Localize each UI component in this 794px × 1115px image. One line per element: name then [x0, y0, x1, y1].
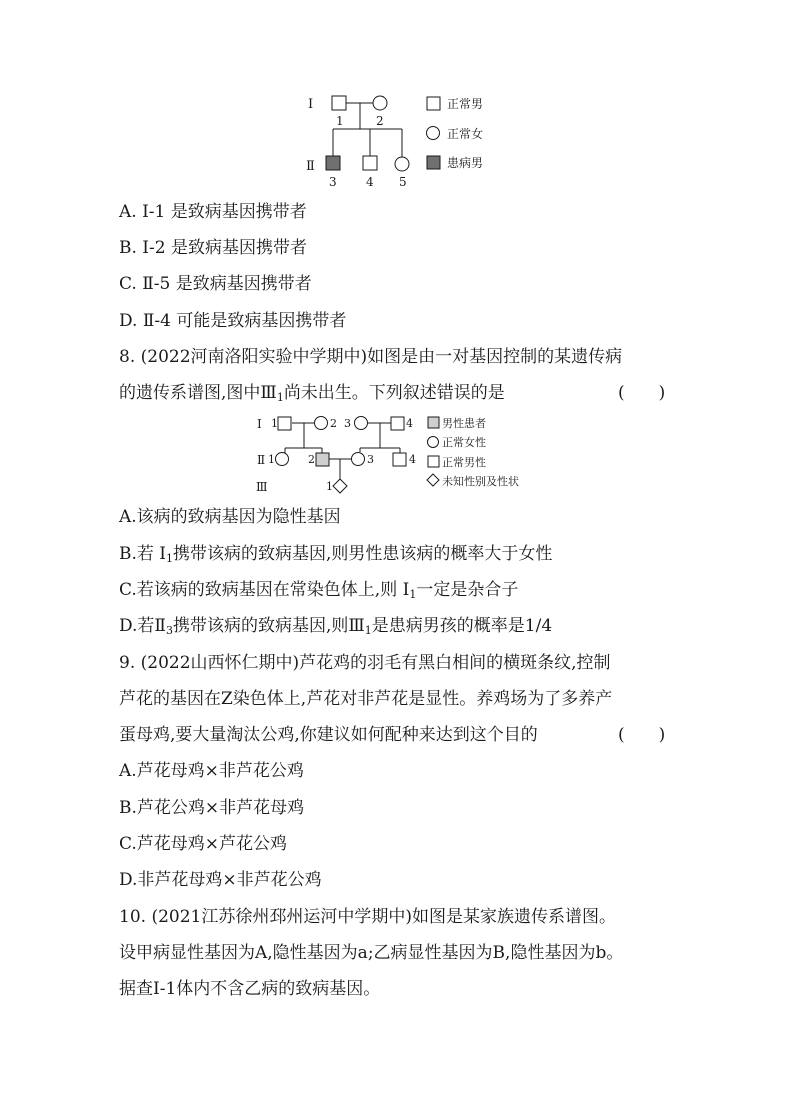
q8-label-II-3: 3 — [367, 453, 374, 466]
pedigree-figure-q7 — [300, 88, 510, 192]
q8-answer-paren: ( ) — [618, 383, 666, 403]
q8-label-I-1: 1 — [271, 417, 278, 430]
q9-stem-line2: 芦花的基因在Z染色体上,芦花对非芦花是显性。养鸡场为了多养产 — [119, 689, 613, 709]
q7-option-a: A. Ⅰ-1 是致病基因携带者 — [119, 202, 307, 222]
legend-normal-male-label: 正常男 — [447, 97, 484, 111]
q9-option-a: A.芦花母鸡×非芦花公鸡 — [119, 761, 304, 781]
q9-stem-line1: 9. (2022山西怀仁期中)芦花鸡的羽毛有黑白相间的横斑条纹,控制 — [119, 653, 611, 673]
individual-I-2-normal-female — [373, 96, 387, 110]
q9-option-d: D.非芦花母鸡×非芦花公鸡 — [119, 870, 322, 890]
label-I-1: 1 — [336, 114, 344, 128]
q8-legend-normal-female-label: 正常女性 — [442, 436, 486, 449]
q7-option-c: C. Ⅱ-5 是致病基因携带者 — [119, 274, 312, 294]
individual-II-3-affected-male — [326, 156, 340, 170]
q8-I-4-normal-male — [391, 417, 404, 430]
q8-label-I-2: 2 — [330, 417, 337, 430]
q9-option-b: B.芦花公鸡×非芦花母鸡 — [119, 798, 305, 818]
q8-I-1-normal-male — [278, 417, 291, 430]
q8-II-2-affected-male — [316, 453, 329, 466]
q8-legend-normal-female-icon — [428, 437, 439, 448]
q8-legend-unknown-label: 未知性别及性状 — [442, 475, 519, 488]
q8-II-3-normal-female — [352, 453, 365, 466]
q8-label-II-2: 2 — [308, 453, 315, 466]
q9-stem-line3: 蛋母鸡,要大量淘汰公鸡,你建议如何配种来达到这个目的 — [119, 725, 538, 745]
individual-II-5-normal-female — [395, 157, 409, 171]
q8-II-1-normal-female — [276, 453, 289, 466]
q10-stem-line3: 据查Ⅰ-1体内不含乙病的致病基因。 — [119, 979, 381, 999]
q8-legend-unknown-icon — [427, 474, 439, 486]
q8-label-II-4: 4 — [409, 453, 416, 466]
q8-legend-affected-male-icon — [428, 417, 439, 428]
q8-option-d: D.若$Ⅱ_3$携带该病的致病基因,则$Ⅲ_1$是患病男孩的概率是1/4 — [119, 616, 553, 637]
q8-III-1-unknown-diamond — [333, 479, 347, 493]
q8-option-b: B.若 $Ⅰ_1$携带该病的致病基因,则男性患该病的概率大于女性 — [119, 544, 553, 565]
q8-label-III-1: 1 — [326, 480, 333, 493]
legend-normal-male-icon — [427, 97, 440, 110]
q9-answer-paren: ( ) — [618, 725, 666, 745]
q10-stem-line2: 设甲病显性基因为A,隐性基因为a;乙病显性基因为B,隐性基因为b。 — [119, 943, 624, 963]
q8-option-a: A.该病的致病基因为隐性基因 — [119, 507, 341, 527]
q8-stem-line1: 8. (2022河南洛阳实验中学期中)如图是由一对基因控制的某遗传病 — [119, 347, 623, 367]
q8-generation-I: Ⅰ — [257, 417, 262, 431]
legend-normal-female-icon — [427, 127, 440, 140]
q8-I-2-normal-female — [315, 417, 328, 430]
generation-label-I: Ⅰ — [308, 97, 314, 112]
q8-generation-II: Ⅱ — [257, 453, 266, 467]
label-II-5: 5 — [399, 175, 407, 189]
legend-affected-male-label: 患病男 — [447, 156, 484, 170]
label-II-3: 3 — [329, 175, 337, 189]
legend-affected-male-icon — [427, 156, 440, 169]
q7-option-b: B. Ⅰ-2 是致病基因携带者 — [119, 238, 307, 258]
q10-stem-line1: 10. (2021江苏徐州邳州运河中学期中)如图是某家族遗传系谱图。 — [119, 907, 616, 927]
label-II-4: 4 — [366, 175, 374, 189]
q8-label-I-4: 4 — [406, 417, 413, 430]
q9-option-c: C.芦花母鸡×芦花公鸡 — [119, 834, 288, 854]
individual-II-4-normal-male — [363, 156, 377, 170]
q8-generation-III: Ⅲ — [256, 480, 268, 494]
q8-legend-affected-male-label: 男性患者 — [442, 417, 486, 430]
q8-I-3-normal-female — [355, 417, 368, 430]
q8-option-c: C.若该病的致病基因在常染色体上,则 $Ⅰ_1$一定是杂合子 — [119, 580, 519, 601]
q8-label-I-3: 3 — [344, 417, 351, 430]
individual-I-1-normal-male — [332, 96, 346, 110]
q8-legend-normal-male-icon — [428, 456, 439, 467]
q8-stem-line2: 的遗传系谱图,图中$Ⅲ_1$尚未出生。下列叙述错误的是 — [119, 383, 505, 404]
q7-option-d: D. Ⅱ-4 可能是致病基因携带者 — [119, 311, 347, 331]
pedigree-figure-q8 — [253, 411, 553, 499]
legend-normal-female-label: 正常女 — [447, 127, 484, 141]
q8-legend-normal-male-label: 正常男性 — [442, 456, 486, 469]
generation-label-II: Ⅱ — [306, 159, 315, 174]
label-I-2: 2 — [376, 114, 384, 128]
q8-label-II-1: 1 — [268, 453, 275, 466]
q8-II-4-normal-male — [393, 453, 406, 466]
